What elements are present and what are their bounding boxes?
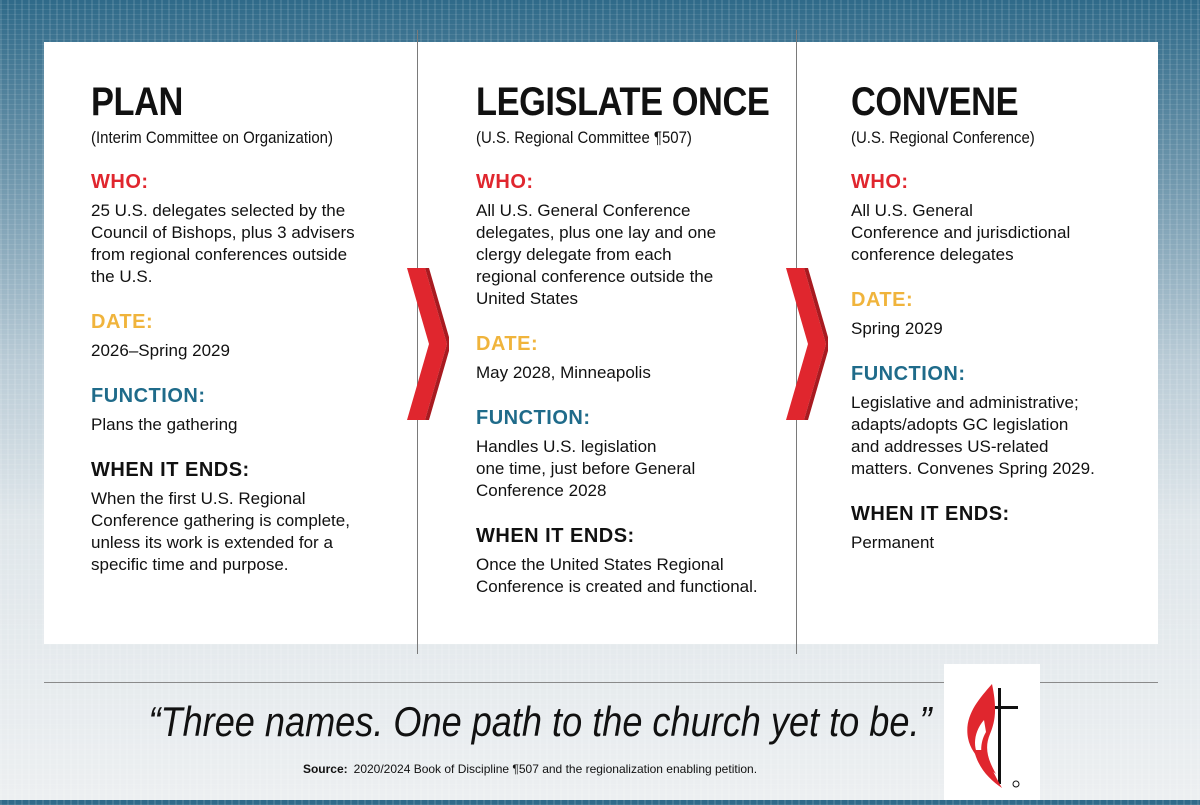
ends-text: Permanent [851, 533, 935, 552]
column-subtitle: (U.S. Regional Committee ¶507) [476, 128, 692, 147]
function-label: FUNCTION: [851, 363, 966, 385]
function-text: Legislative and administrative; adapts/adopts GC legislation and addresses US-related matters. Convenes Spring 2029. [851, 393, 1095, 478]
ends-label: WHEN IT ENDS: [476, 525, 635, 547]
function-text: Plans the gathering [91, 415, 238, 434]
who-text: All U.S. General Conference and jurisdictional conference delegates [851, 201, 1071, 264]
date-label: DATE: [476, 333, 539, 355]
column-plan [91, 80, 401, 576]
chevron-right-icon [405, 268, 449, 420]
source-text: 2020/2024 Book of Discipline ¶507 and the regionalization enabling petition. [353, 762, 758, 776]
date-text: 2026–Spring 2029 [91, 341, 230, 360]
column-convene [851, 80, 1151, 554]
who-label: WHO: [91, 171, 149, 193]
column-title: PLAN [91, 80, 183, 124]
column-title: LEGISLATE ONCE [476, 80, 770, 124]
date-text: Spring 2029 [851, 319, 943, 338]
cross-and-flame-logo [944, 664, 1040, 800]
who-text: 25 U.S. delegates selected by the Council of Bishops, plus 3 advisers from regional conferences outside the U.S. [91, 201, 355, 286]
logo-box [944, 664, 1040, 800]
ends-text: Once the United States Regional Conference is created and functional. [476, 555, 758, 596]
column-legislate-once [476, 80, 786, 598]
function-text: Handles U.S. legislation one time, just before General Conference 2028 [476, 437, 696, 500]
source-label: Source: [302, 762, 348, 776]
date-label: DATE: [851, 289, 914, 311]
who-label: WHO: [851, 171, 909, 193]
who-text: All U.S. General Conference delegates, plus one lay and one clergy delegate from each regional conference outside the United States [476, 201, 717, 308]
column-title: CONVENE [851, 80, 1019, 124]
tagline-quote: “Three names. One path to the church yet to be.” [148, 698, 932, 745]
source-line [0, 762, 1060, 776]
ends-text: When the first U.S. Regional Conference gathering is complete, unless its work is extended for a specific time and purpose. [91, 489, 350, 574]
date-text: May 2028, Minneapolis [476, 363, 651, 382]
column-subtitle: (U.S. Regional Conference) [851, 128, 1035, 147]
ends-label: WHEN IT ENDS: [851, 503, 1010, 525]
chevron-right-icon [784, 268, 828, 420]
function-label: FUNCTION: [91, 385, 206, 407]
column-subtitle: (Interim Committee on Organization) [91, 128, 333, 147]
ends-label: WHEN IT ENDS: [91, 459, 250, 481]
date-label: DATE: [91, 311, 154, 333]
who-label: WHO: [476, 171, 534, 193]
function-label: FUNCTION: [476, 407, 591, 429]
